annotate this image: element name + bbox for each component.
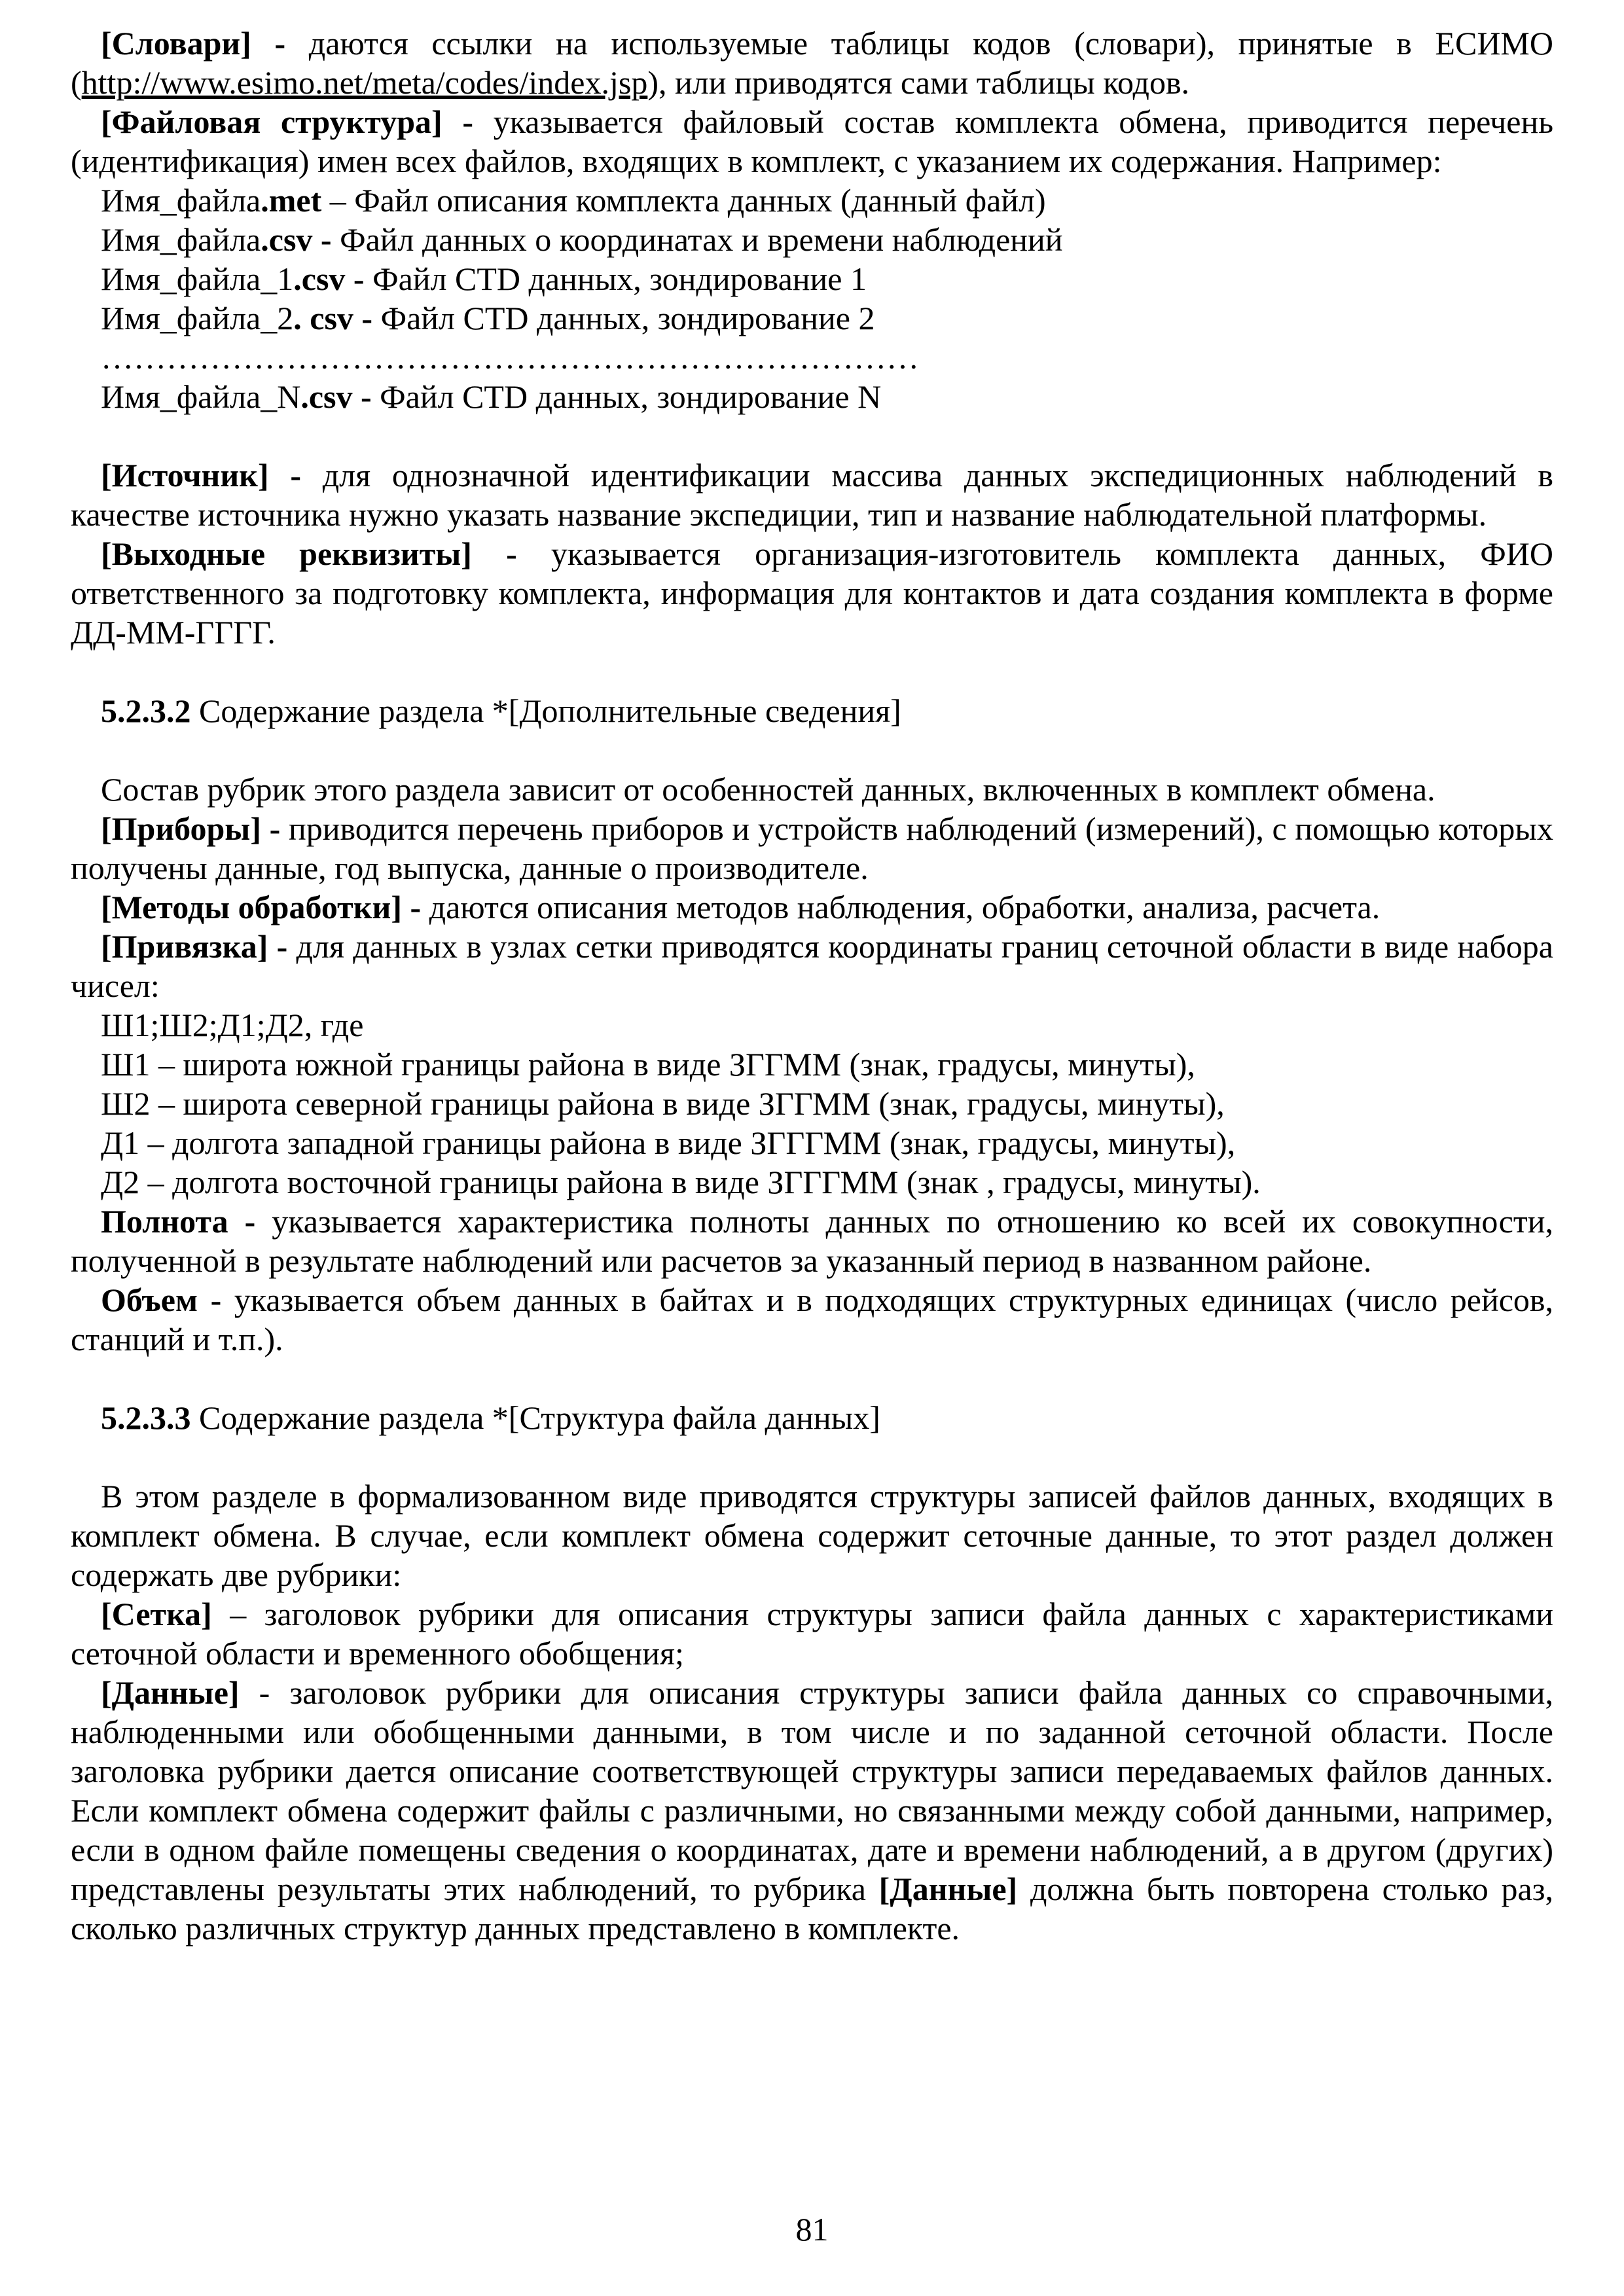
text-run: .csv - xyxy=(300,378,380,415)
text-run: [Источник] - xyxy=(101,457,323,493)
coords-list-header xyxy=(71,1005,1553,1045)
text-run: [Выходные реквизиты] - xyxy=(101,535,551,572)
text-run: [Файловая структура] - xyxy=(101,103,494,140)
text-run: Файл CTD данных, зондирование N xyxy=(380,378,882,415)
paragraph-sostav-rubrik xyxy=(71,770,1553,809)
text-run: Имя_файла xyxy=(101,182,261,219)
text-run: указывается характеристика полноты данных по отношению ко всей их совокупности, полученной в результате наблюдений или расчетов за указанный период в названном районе. xyxy=(71,1203,1553,1279)
section-heading-5-2-3-3 xyxy=(71,1398,1553,1437)
text-run: - заголовок рубрики для описания структуры записи файла данных со справочными, наблюденными или обобщенными данными, в том числе и по заданной сеточной области. После заголовка рубрики дается описание соответствующей структуры записи передаваемых файлов данных. Если комплект обмена содержит файлы с различными, но связанными между собой данными, например, если в одном файле помещены сведения о координатах, дате и времени наблюдений, а в другом (других) представлены результаты этих наблюдений, то рубрика xyxy=(71,1674,1553,1907)
blank-line xyxy=(71,416,1553,456)
paragraph-metody-obrabotki xyxy=(71,888,1553,927)
page-number: 81 xyxy=(795,2211,829,2248)
text-run: .csv - xyxy=(261,221,340,258)
text-run: 5.2.3.2 xyxy=(101,692,199,729)
file-list-line-csv xyxy=(71,220,1553,259)
text-run: [Данные] xyxy=(101,1674,240,1711)
paragraph-polnota xyxy=(71,1202,1553,1280)
blank-line xyxy=(71,1437,1553,1477)
text-run: В этом разделе в формализованном виде приводятся структуры записей файлов данных, входящих в комплект обмена. В случае, если комплект обмена содержит сеточные данные, то этот раздел должен содержать две рубрики: xyxy=(71,1478,1553,1593)
page-content xyxy=(71,24,1553,1948)
text-run: 5.2.3.3 xyxy=(101,1399,199,1436)
text-run: [Словари] - xyxy=(101,25,309,62)
text-run: Ш1 – широта южной границы района в виде ЗГГММ (знак, градусы, минуты), xyxy=(101,1046,1195,1083)
text-run: Д1 – долгота западной границы района в виде ЗГГГММ (знак, градусы, минуты), xyxy=(101,1124,1236,1161)
text-run: Имя_файла_2 xyxy=(101,300,294,336)
paragraph-setka xyxy=(71,1594,1553,1673)
paragraph-privyazka xyxy=(71,927,1553,1005)
text-run: даются ссылки на используемые таблицы кодов (словари), принятые в ЕСИМО ( xyxy=(71,25,1553,101)
text-run: для данных в узлах сетки приводятся координаты границ сеточной области в виде набора чисел: xyxy=(71,928,1553,1004)
text-run: Объем - xyxy=(101,1282,234,1318)
paragraph-slovari xyxy=(71,24,1553,102)
text-run: приводится перечень приборов и устройств наблюдений (измерений), с помощью которых получены данные, год выпуска, данные о производителе. xyxy=(71,810,1553,886)
text-run: [Привязка] - xyxy=(101,928,297,965)
text-run: указывается объем данных в байтах и в подходящих структурных единицах (число рейсов, станций и т.п.). xyxy=(71,1282,1554,1357)
text-run: . csv - xyxy=(293,300,381,336)
text-run: Состав рубрик этого раздела зависит от особенностей данных, включенных в комплект обмена. xyxy=(101,771,1435,808)
file-list-line-n xyxy=(71,377,1553,416)
text-run: [Сетка] xyxy=(101,1596,212,1632)
coords-list-sh1 xyxy=(71,1045,1553,1084)
text-run: [Приборы] - xyxy=(101,810,289,847)
file-list-dots xyxy=(71,338,1553,377)
text-run: Д2 – долгота восточной границы района в виде ЗГГГММ (знак , градусы, минуты). xyxy=(101,1164,1261,1200)
paragraph-dannye xyxy=(71,1673,1553,1948)
text-run: Ш2 – широта северной границы района в виде ЗГГММ (знак, градусы, минуты), xyxy=(101,1085,1225,1122)
file-list-line-1 xyxy=(71,259,1553,298)
blank-line xyxy=(71,652,1553,691)
text-run: – Файл описания комплекта данных (данный файл) xyxy=(321,182,1046,219)
text-run: ………………………………………………………………… xyxy=(101,339,919,376)
esimo-link[interactable]: http://www.esimo.net/meta/codes/index.jsp xyxy=(81,64,648,101)
text-run: – заголовок рубрики для описания структуры записи файла данных с характеристиками сеточной области и временного обобщения; xyxy=(71,1596,1553,1672)
text-run: Полнота - xyxy=(101,1203,272,1240)
text-run: указывается файловый состав комплекта обмена, приводится перечень (идентификация) имен всех файлов, входящих в комплект, с указанием их содержания. Например: xyxy=(71,103,1554,179)
text-run: Ш1;Ш2;Д1;Д2, где xyxy=(101,1007,364,1043)
paragraph-vyhodnye-rekvizity xyxy=(71,534,1553,652)
blank-line xyxy=(71,730,1553,770)
coords-list-d2 xyxy=(71,1162,1553,1202)
paragraph-pribory xyxy=(71,809,1553,888)
text-run: ), или приводятся сами таблицы кодов. xyxy=(647,64,1190,101)
text-run: Имя_файла_N xyxy=(101,378,301,415)
text-run: должна быть повторена столько раз, сколько различных структур данных представлено в комплекте. xyxy=(71,1871,1553,1946)
text-run: для однозначной идентификации массива данных экспедиционных наблюдений в качестве источника нужно указать название экспедиции, тип и название наблюдательной платформы. xyxy=(71,457,1553,533)
text-run: указывается организация-изготовитель комплекта данных, ФИО ответственного за подготовку комплекта, информация для контактов и дата создания комплекта в форме ДД-ММ-ГГГГ. xyxy=(71,535,1553,651)
paragraph-v-etom-razdele xyxy=(71,1477,1553,1594)
section-heading-5-2-3-2 xyxy=(71,691,1553,730)
coords-list-sh2 xyxy=(71,1084,1553,1123)
paragraph-istochnik xyxy=(71,456,1553,534)
file-list-line-2 xyxy=(71,298,1553,338)
text-run: Файл данных о координатах и времени наблюдений xyxy=(340,221,1063,258)
text-run: Содержание раздела *[Структура файла данных] xyxy=(199,1399,880,1436)
text-run: Имя_файла_1 xyxy=(101,260,294,297)
text-run: Содержание раздела *[Дополнительные сведения] xyxy=(199,692,901,729)
file-list-line-met xyxy=(71,181,1553,220)
text-run: Файл CTD данных, зондирование 2 xyxy=(380,300,875,336)
text-run: Файл CTD данных, зондирование 1 xyxy=(372,260,867,297)
text-run: .met xyxy=(261,182,322,219)
paragraph-fajlovaya-struktura xyxy=(71,102,1553,181)
text-run: [Методы обработки] - xyxy=(101,889,429,925)
text-run: даются описания методов наблюдения, обработки, анализа, расчета. xyxy=(429,889,1380,925)
paragraph-obem xyxy=(71,1280,1553,1359)
text-run: Имя_файла xyxy=(101,221,261,258)
blank-line xyxy=(71,1359,1553,1398)
text-run: .csv - xyxy=(293,260,373,297)
coords-list-d1 xyxy=(71,1123,1553,1162)
text-run: [Данные] xyxy=(878,1871,1018,1907)
